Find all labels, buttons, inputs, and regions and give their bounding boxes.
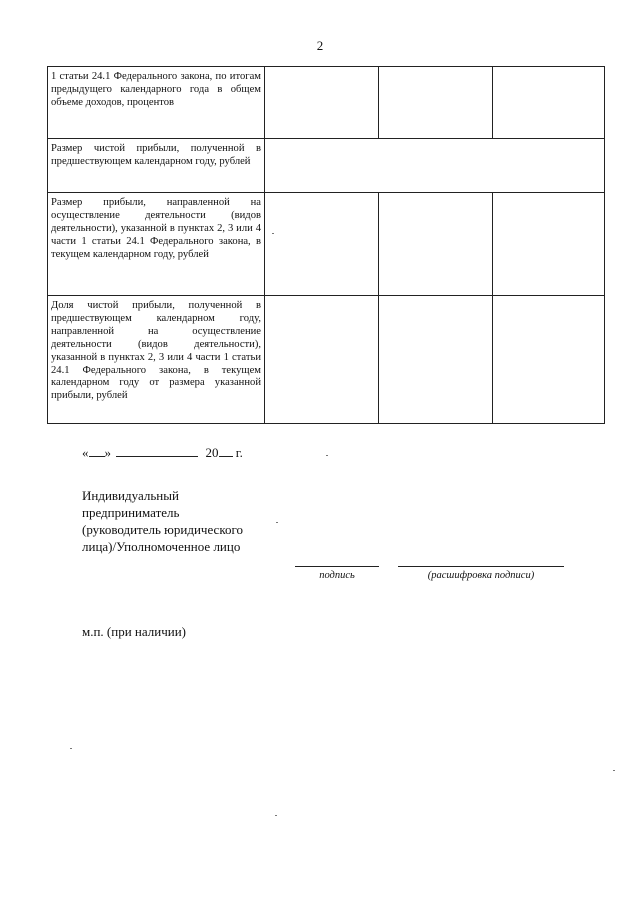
- scan-speck: [613, 770, 615, 771]
- table-cell: [379, 67, 493, 139]
- year-prefix: 20: [205, 445, 219, 460]
- signature-line: [295, 566, 379, 567]
- table-cell: [493, 193, 605, 296]
- row-label: Доля чистой прибыли, полученной в предшествующем календарном году, направленной на осуществление деятельности (видов деятельности), указанной в пунктах 2, 3 или 4 части 1 статьи 24.1 Федерального закона, в текущем календарном году от размера указанной прибыли, рублей: [48, 296, 265, 424]
- table-row: [48, 67, 605, 139]
- table-cell: [265, 67, 379, 139]
- month-blank: [116, 444, 198, 457]
- table-cell: [379, 296, 493, 424]
- row-label: Размер чистой прибыли, полученной в предшествующем календарном году, рублей: [48, 139, 265, 193]
- stamp-note: м.п. (при наличии): [82, 624, 186, 639]
- signer-block: [82, 487, 243, 555]
- row-label: Размер прибыли, направленной на осуществление деятельности (видов деятельности), указанной в пунктах 2, 3 или 4 части 1 статьи 24.1 Федерального закона, в текущем календарном году, рублей: [48, 193, 265, 296]
- table-row: [48, 193, 605, 296]
- signer-line: предприниматель: [82, 505, 180, 520]
- signature-caption: подпись: [319, 570, 355, 581]
- year-suffix: г.: [235, 445, 243, 460]
- scan-speck: [276, 522, 278, 523]
- signature-decode-line: [398, 566, 564, 567]
- table-row: [48, 296, 605, 424]
- year-blank: [219, 444, 233, 457]
- table-cell: [265, 193, 379, 296]
- table-row: [48, 139, 605, 193]
- signer-line: Индивидуальный: [82, 488, 179, 503]
- table-cell: [493, 67, 605, 139]
- date-line: [82, 444, 243, 461]
- profit-report-table: [47, 66, 605, 424]
- table-cell: [265, 139, 605, 193]
- signer-line: (руководитель юридического: [82, 522, 243, 537]
- table-cell: [379, 193, 493, 296]
- open-quote: «: [82, 445, 89, 460]
- signer-line: лица)/Уполномоченное лицо: [82, 539, 241, 554]
- signature-decode-caption: (расшифровка подписи): [427, 570, 535, 581]
- table-cell: [493, 296, 605, 424]
- row-label: 1 статьи 24.1 Федерального закона, по итогам предыдущего календарного года в общем объеме доходов, процентов: [48, 67, 265, 139]
- scan-speck: [326, 455, 328, 456]
- table-cell: [265, 296, 379, 424]
- scan-speck: [70, 748, 72, 749]
- scan-speck: [272, 233, 274, 234]
- close-quote: »: [104, 445, 111, 460]
- page-number: 2: [316, 38, 324, 53]
- day-blank: [89, 444, 105, 457]
- scan-speck: [275, 815, 277, 816]
